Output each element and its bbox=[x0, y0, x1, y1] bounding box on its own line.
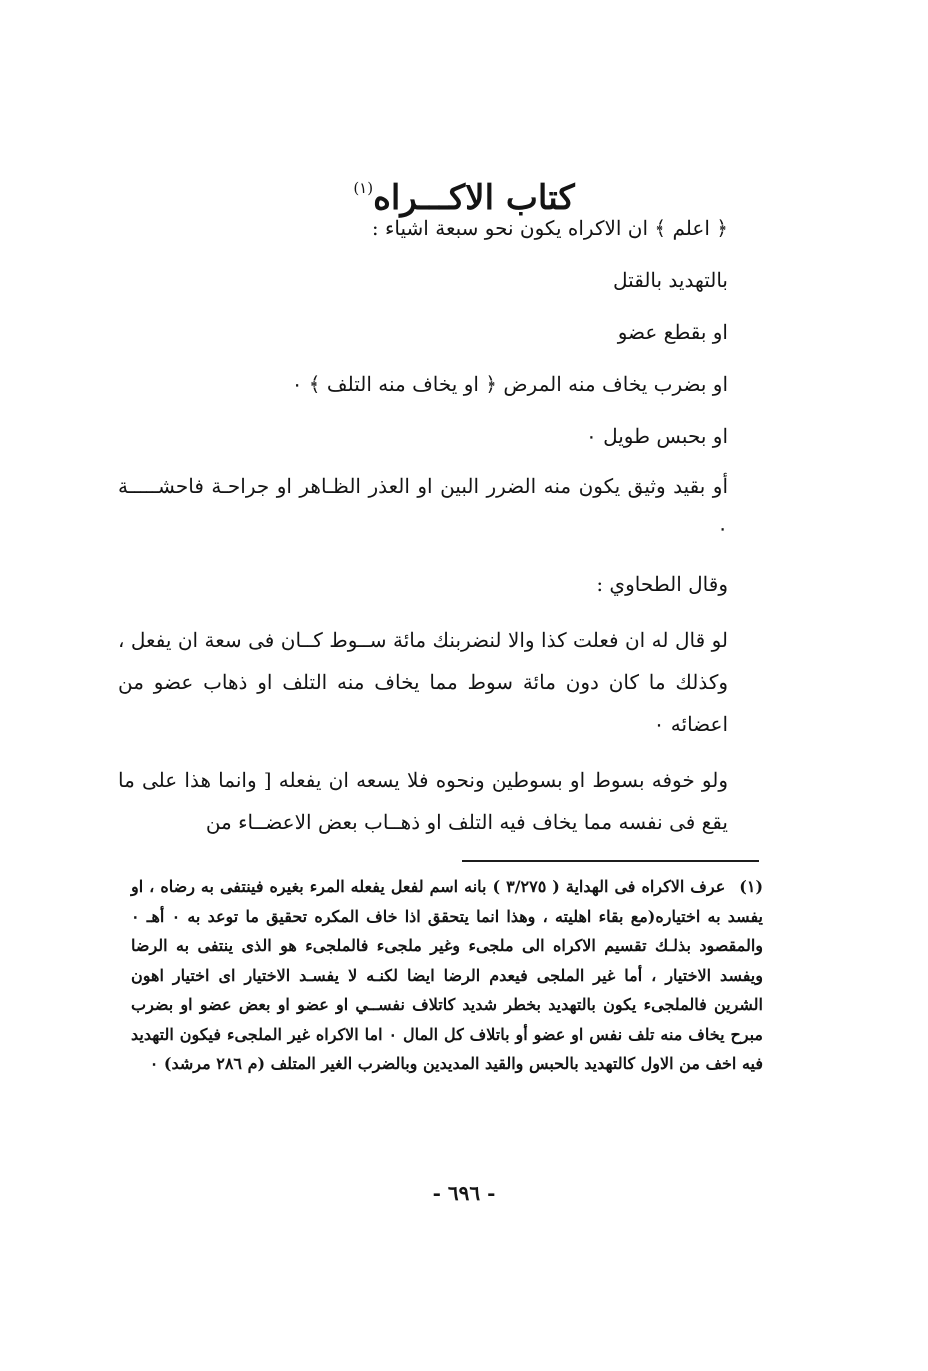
list-item-long-imprisonment: او بحبس طويل ٠ bbox=[585, 424, 728, 448]
paragraph-restraint: أو بقيد وثيق يكون منه الضرر البين او العذر الظـاهر او جراحـة فاحشـــــة ٠ bbox=[118, 474, 728, 540]
paragraph-one-lash: ولو خوفه بسوط او بسوطين ونحوه فلا يسعه ان يفعله [ وانما هذا على ما يقع فى نفسه مما يخاف فيه التلف او ذهــاب بعض الاعضــاء من bbox=[118, 768, 728, 834]
list-item-beating: او بضرب يخاف منه المرض ﴿ او يخاف منه التلف ﴾ ٠ bbox=[291, 372, 728, 396]
body-text bbox=[118, 205, 728, 843]
paragraph-tahawi-heading: وقال الطحاوي : bbox=[596, 572, 728, 596]
list-item-threat-killing: بالتهديد بالقتل bbox=[613, 268, 728, 292]
intro-line: ﴿ اعلم ﴾ ان الاكراه يكون نحو سبعة اشياء : bbox=[371, 216, 728, 240]
list-item-cutting-limb: او بقطع عضو bbox=[617, 320, 728, 344]
paragraph-hundred-lashes: لو قال له ان فعلت كذا والا لنضربنك مائة ســوط كــان فى سعة ان يفعل ، وكذلك ما كان دون مائة سوط مما يخاف منه التلف او ذهاب عضو من اعضائه ٠ bbox=[118, 628, 728, 736]
title-footnote-ref: (١) bbox=[353, 178, 374, 197]
footnote bbox=[131, 872, 763, 1079]
page-number: - ٦٩٦ - bbox=[432, 1181, 496, 1205]
footnote-text: عرف الاكراه فى الهداية ( ٣/٢٧٥ ) بانه اسم لفعل يفعله المرء بغيره فينتفى به رضاه ، او يفسد به اختياره(مع بقاء اهليته ، وهذا انما يتحقق اذا خاف المكره تحقيق ما توعد به ٠ أهـ ٠ والمقصود بذلـك تقسيم الاكراه الى ملجىء وغير ملجىء فالملجىء هو الذى ينتفى به الرضا ويفسد الاختيار ، أما غير الملجى فيعدم الرضا ايضا لكنـه لا يفسـد الاختيار اى اختيار اهون الشرين فالملجىء يكون بالتهديد بخطر شديد كاتلاف نفســي او عضو او بعض عضو او بضرب مبرح يخاف منه تلف نفس او عضو أو باتلاف كل المال ٠ اما الاكراه غير الملجىء فيكون التهديد فيه اخف من الاول كالتهديد بالحبس والقيد المديدين وبالضرب الغير المتلف (م ٢٨٦ مرشد) ٠ bbox=[131, 877, 763, 1073]
footnote-divider bbox=[462, 860, 759, 862]
title-text: كتاب الاكـــراه bbox=[373, 177, 575, 218]
footnote-marker: (١) bbox=[739, 877, 764, 896]
